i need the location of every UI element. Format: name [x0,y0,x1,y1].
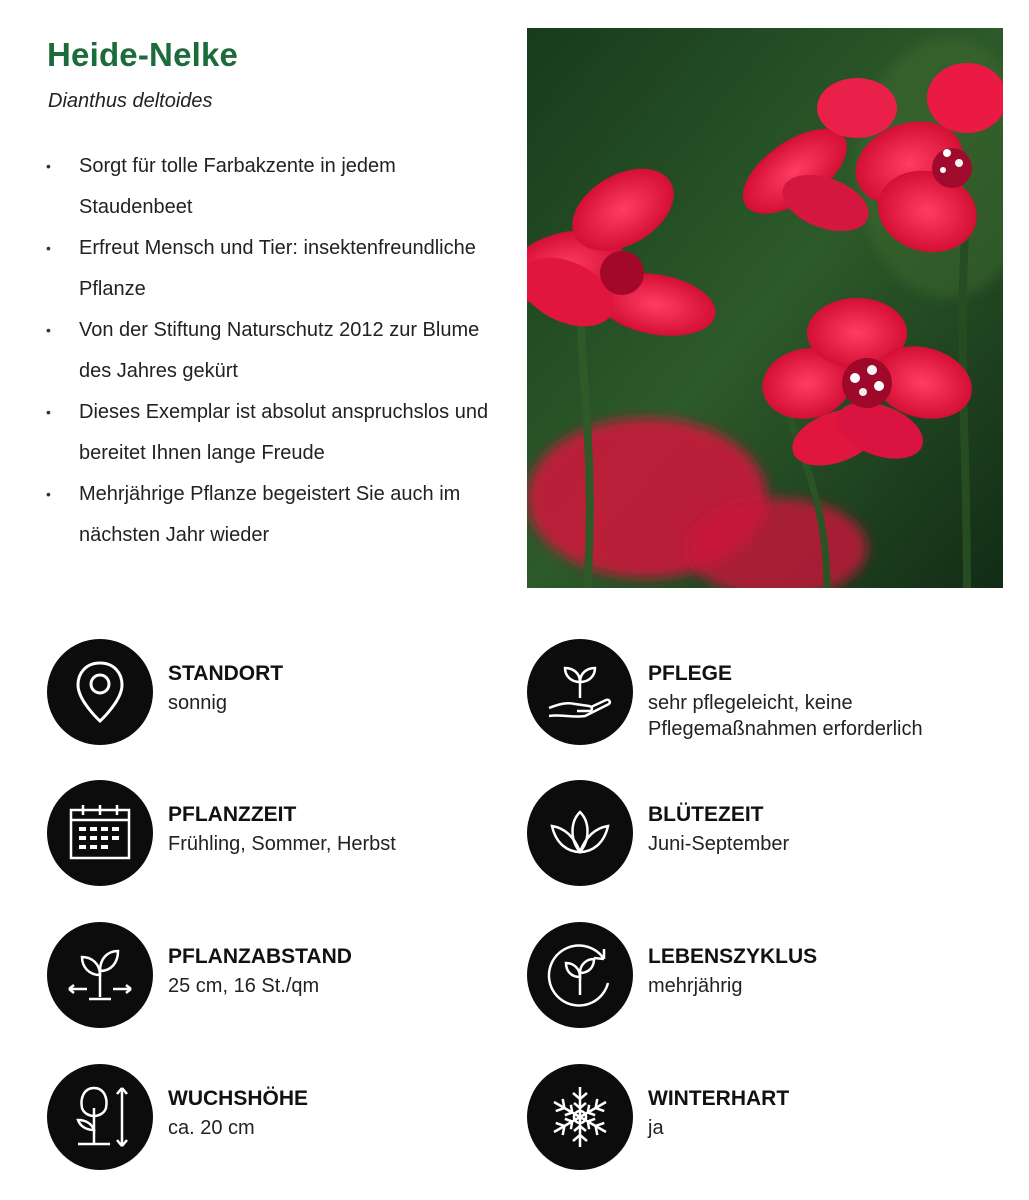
feature-lebenszyklus [527,922,987,1028]
feature-bullet-list [44,146,504,556]
icon-circle [47,1064,153,1170]
icon-circle [47,922,153,1028]
feature-label: WINTERHART [648,1087,790,1110]
bullet-item: • Dieses Exemplar ist absolut anspruchslos und bereitet Ihnen lange Freude [44,392,504,474]
bullet-item: • Erfreut Mensch und Tier: insektenfreundliche Pflanze [44,228,504,310]
product-latin-name: Dianthus deltoides [48,90,213,112]
feature-bluetezeit [527,780,987,886]
icon-circle [47,639,153,745]
feature-label: BLÜTEZEIT [648,803,764,826]
bullet-item: • Mehrjährige Pflanze begeistert Sie auch im nächsten Jahr wieder [44,474,504,556]
feature-label: WUCHSHÖHE [168,1087,308,1110]
bullet-item: • Sorgt für tolle Farbakzente in jedem Staudenbeet [44,146,504,228]
feature-pflege [527,639,987,745]
feature-value: mehrjährig [648,975,743,997]
feature-pflanzabstand [47,922,507,1028]
icon-circle [527,639,633,745]
feature-value: Frühling, Sommer, Herbst [168,833,396,855]
location-pin-icon [70,659,130,725]
feature-value: sonnig [168,692,227,714]
feature-pflanzzeit [47,780,507,886]
icon-circle [527,780,633,886]
icon-circle [527,922,633,1028]
hand-seedling-icon [545,662,615,722]
product-photo [527,28,1003,588]
snowflake-icon [546,1083,614,1151]
feature-value: ja [648,1117,664,1139]
feature-value: 25 cm, 16 St./qm [168,975,320,997]
plant-cycle-icon [544,939,616,1011]
icon-circle [47,780,153,886]
feature-label: PFLEGE [648,662,733,685]
calendar-icon [68,804,132,862]
carnation-flowers-image [527,28,1003,588]
feature-standort [47,639,507,745]
plant-height-icon [68,1084,132,1150]
feature-label: STANDORT [168,662,284,685]
feature-label: PFLANZZEIT [168,803,297,826]
plant-spacing-icon [65,945,135,1005]
feature-value: Juni-September [648,833,790,855]
bullet-item: • Von der Stiftung Naturschutz 2012 zur Blume des Jahres gekürt [44,310,504,392]
feature-wuchshoehe [47,1064,507,1170]
icon-circle [527,1064,633,1170]
feature-value: sehr pflegeleicht, keine Pflegemaßnahmen erforderlich [648,692,923,740]
product-title: Heide-Nelke [47,36,239,73]
feature-label: LEBENSZYKLUS [648,945,818,968]
feature-value: ca. 20 cm [168,1117,255,1139]
lotus-flower-icon [548,808,612,858]
feature-label: PFLANZABSTAND [168,945,352,968]
feature-winterhart [527,1064,987,1170]
